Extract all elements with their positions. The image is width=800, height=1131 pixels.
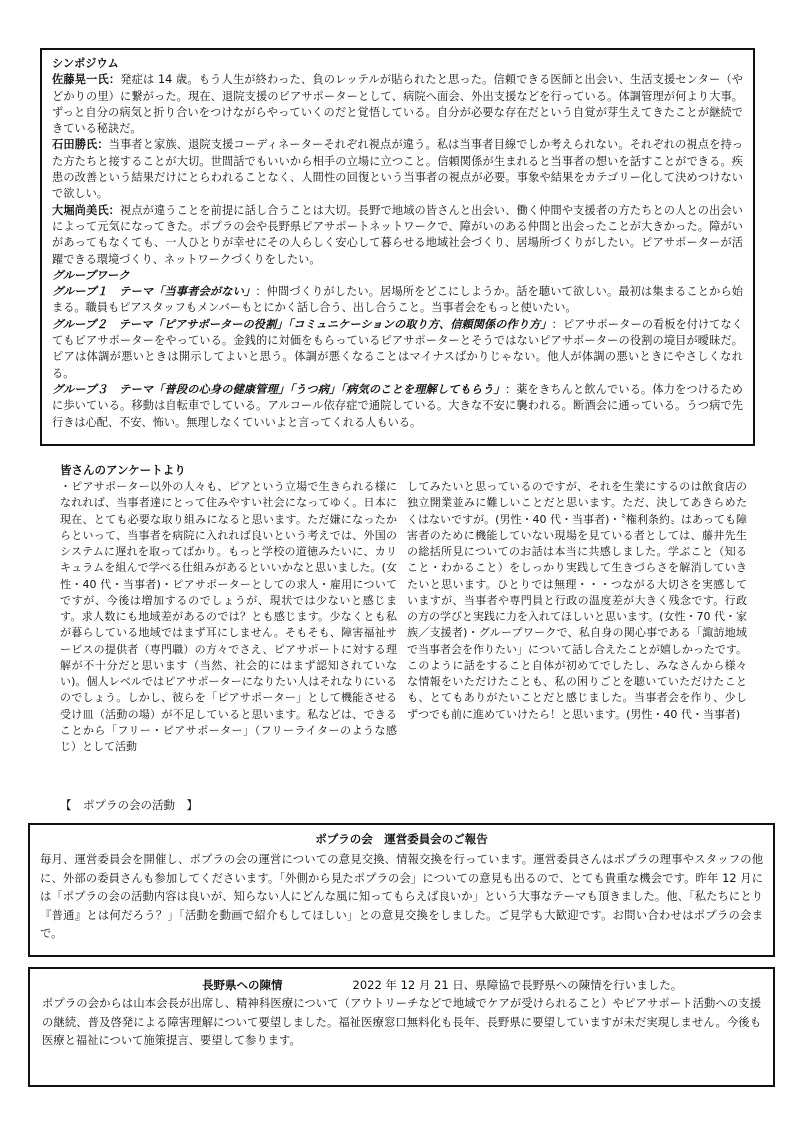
petition-header — [42, 977, 761, 993]
enquete-heading: 皆さんのアンケートより — [60, 463, 186, 477]
petition-box — [28, 967, 775, 1087]
report-title: ポプラの会 運営委員会のご報告 — [315, 832, 488, 846]
enquete-left-text: ・ピアサポーター以外の人々も、ピアという立場で生きられる様になれれば、当事者達にとって住みやすい社会になってゆく。日本に現在、とても必要な取り組みになると思います。ただ嫌になったからといって、当事者を病院に入れれば良いという考えでは、外国のシステムに遅れを取ってばかり。もっと学校の道徳みたいに、カリキュラムを組んで学べる仕組みがあるといいかなと思いました。(女性・40 代・当事者)・ピアサポーターとしての求人・雇用についてですが、今後は増加するのでしょうが、現状では少ないと感じます。求人数にも地域差があるのでは？とも感じます。少なくとも私が暮らしている地域ではまず耳にしません。そもそも、障害福祉サービスの提供者（専門職）の方々でさえ、ピアサポートに対する理解が不十分だと思います（当然、社会的にはまず認知されていない)。個人レベルではピアサポーターになりたい人はそれなりにいるのでしょう。しかし、彼らを「ピアサポーター」として機能させる受け皿（活動の場）が不足していると思います。私などは、できることから「フリー・ピアサポーター」（フリーライターのような感じ）として活動 — [60, 480, 397, 753]
speaker-name: 石田勝氏： — [52, 138, 109, 152]
group-text: ：薬をきちんと飲んでいる。体力をつけるために歩いている。移動は自転車でしている。アルコール依存症で通院している。大きな不安に襲われる。断酒会に通っている。うつ病で先行きは心配、不安、怖い。無理しなくていいよと言ってくれる人もいる。 — [52, 382, 743, 429]
speaker-paragraph — [52, 203, 743, 268]
report-box — [28, 823, 775, 957]
speaker-name: 大堀尚美氏： — [52, 203, 120, 217]
speaker-text: 視点が違うことを前提に話し合うことは大切。長野で地域の皆さんと出会い、働く仲間や支援者の方たちとの人との出会いによって元気になってきた。ポプラの会や長野県ピアサポートネットワークで、障がいのある仲間と出会ったことが大きかった。障がいがあってもなくても、一人ひとりが幸せにその人らしく安心して暮らせる地域社会づくり、居場所づくりがしたい。ピアサポーターが活躍できる環境づくり、ネットワークづくりをしたい。 — [52, 203, 743, 266]
enquete-right-column — [407, 479, 747, 723]
groupwork-heading: グループワーク — [52, 268, 130, 282]
group-paragraph — [52, 284, 743, 317]
group-label: グループ１ テーマ「当事者会がない」 — [52, 285, 256, 299]
enquete-left-column — [60, 479, 397, 755]
petition-date-line: 2022 年 12 月 21 日、県障協で長野県への陳情を行いました。 — [352, 978, 683, 992]
group-text: ：仲間づくりがしたい。居場所をどこにしようか。話を聴いて欲しい。最初は集まることから始まる。職員もピアスタッフもメンバーもとにかく話し合う、出し合うこと。当事者会をもっと使いたい。 — [52, 285, 743, 315]
speaker-paragraph — [52, 137, 743, 202]
group-text: ：ピアサポーターの看板を付けてなくてもピアサポーターをやっている。金銭的に対価をもらっているピアサポーターとそうではないピアサポーターの役割の境目が曖昧だ。ピアは体調が悪いときは開示してよいと思う。体調が悪くなることはマイナスばかりじゃない。他人が体調の悪いときにやさしくなれる。 — [52, 317, 743, 380]
enquete-right-text: してみたいと思っているのですが、それを生業にするのは飲食店の独立開業並みに難しいことだと思います。ただ、決してあきらめたくはないですが。(男性・40 代・当事者)・〝権利条約〟はあっても障害者のために機能していない現場を見ている者としては、藤井先生の総括所見についてのお話は本当に共感しました。学ぶこと（知ること・わかること）をしっかり実践して生きづらさを解消していきたいと思います。ひとりでは無理・・・つながる大切さを実感していますが、当事者や専門員と行政の温度差が大きく残念です。行政の方の学びと実践に力を入れてほしいと思います。(女性・70 代・家族／支援者)・グループワークで、私自身の関心事である「諏訪地域で当事者会を作りたい」について話し合えたことが嬉しかったです。このように話をすること自体が初めてでしたし、みなさんから様々な情報をいただけたことも、私の困りごとを聴いていただけたことも、とてもありがたいことだと感じました。当事者会を作り、少しずつでも前に進めていけたら！と思います。(男性・40 代・当事者) — [407, 480, 747, 721]
speaker-text: 発症は 14 歳。もう人生が終わった、負のレッテルが貼られたと思った。信頼できる医師と出会い、生活支援センター（やどかりの里）に繋がった。現在、退院支援のピアサポーターとして、病院へ面会、外出支援などを行っている。体調管理が何より大事。ずっと自分の病気と折り合いをつけながらやっていくのだと覚悟している。自分が必要な存在だという自覚が芽生えてきたことが継続できている秘訣だ。 — [52, 73, 743, 136]
speaker-paragraph — [52, 72, 743, 137]
group-paragraph — [52, 317, 743, 382]
petition-title: 長野県への陳情 — [202, 978, 283, 992]
speaker-name: 佐藤晃一氏： — [52, 73, 121, 87]
speaker-text: 当事者と家族、退院支援コーディネーターそれぞれ視点が違う。私は当事者目線でしか考えられない。それぞれの視点を持った方たちと接することが大切。世間話でもいいから相手の立場に立つこと。信頼関係が生まれると当事者の想いを話すことができる。疾患の改善という結果だけにとらわれることなく、人間性の回復という当事者の視点が必要。事象や結果をカテゴリー化して決めつけないで欲しい。 — [52, 138, 743, 201]
symposium-box — [40, 48, 755, 446]
petition-body: ポプラの会からは山本会長が出席し、精神科医療について（アウトリーチなどで地域でケアが受けられること）やピアサポート活動への支援の継続、普及啓発による障害理解について要望しました。福祉医療窓口無料化も長年、長野県に要望していますが未だ実現しません。今後も医療と福祉について施策提言、要望して参ります。 — [42, 997, 761, 1047]
symposium-heading: シンポジウム — [52, 57, 119, 70]
group-label: グループ３ テーマ「普段の心身の健康管理」「うつ病」「病気のことを理解してもらう」 — [52, 382, 505, 396]
section-label: 【 ポプラの会の活動 】 — [60, 798, 198, 812]
report-body: 毎月、運営委員会を開催し、ポプラの会の運営についての意見交換、情報交換を行っています。運営委員さんはポプラの理事やスタッフの他に、外部の委員さんも参加してくださいます。「外側から見たポプラの会」についての意見も出るので、とても貴重な機会です。昨年 12 月には「ポプラの会の活動内容は良いが、知らない人にどんな風に知ってもらえば良いか」という大事なテーマも頂きました。他、「私たちにとり『普通』とは何だろう？」「活動を動画で紹介もしてほしい」との意見交換をしました。ご見学も大歓迎です。お問い合わせはポプラの会まで。 — [40, 853, 763, 940]
group-paragraph — [52, 382, 743, 431]
group-label: グループ２ テーマ「ピアサポーターの役割」「コミュニケーションの取り方、信頼関係の作り方」 — [52, 317, 552, 331]
